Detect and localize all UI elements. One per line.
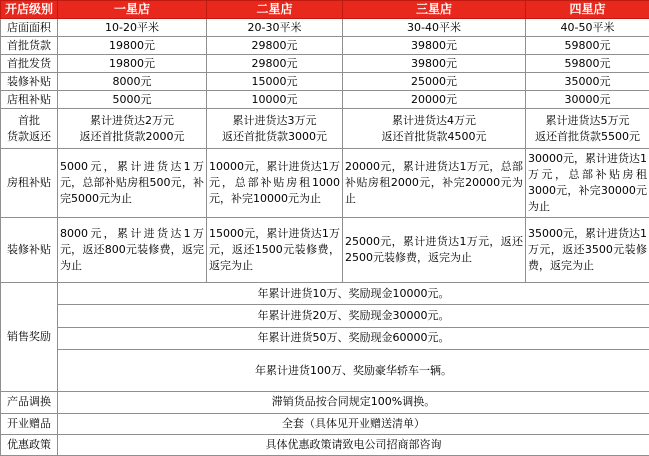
cell-area-3: 30-40平米	[343, 19, 526, 37]
cell-decoration-rebate-2: 15000元，累计进货达1万元，返还1500元装修费，返完为止	[207, 218, 343, 283]
header-store-4: 四星店	[526, 1, 649, 19]
header-store-3: 三星店	[343, 1, 526, 19]
row-sales-reward-1	[1, 283, 649, 305]
cell-area-4: 40-50平米	[526, 19, 649, 37]
row-sales-reward-3	[1, 327, 649, 349]
row-label-decoration-rebate: 装修补贴	[1, 218, 58, 283]
row-label-rent-subsidy: 店租补贴	[1, 91, 58, 109]
cell-decoration-subsidy-4: 35000元	[526, 73, 649, 91]
header-row	[1, 1, 649, 19]
cell-area-1: 10-20平米	[58, 19, 207, 37]
cell-first-shipment-3: 39800元	[343, 55, 526, 73]
cell-promotion: 具体优惠政策请致电公司招商部咨询	[58, 434, 649, 455]
row-first-shipment	[1, 55, 649, 73]
cell-sales-reward-4: 年累计进货100万、奖励豪华轿车一辆。	[58, 349, 649, 391]
cell-rent-subsidy-3: 20000元	[343, 91, 526, 109]
cell-sales-reward-1: 年累计进货10万、奖励现金10000元。	[58, 283, 649, 305]
header-store-2: 二星店	[207, 1, 343, 19]
cell-first-refund-2-line-1: 累计进货达3万元	[232, 113, 317, 127]
cell-first-payment-1: 19800元	[58, 37, 207, 55]
row-label-first-refund-line-2: 货款返还	[7, 129, 51, 143]
row-rent-rebate	[1, 149, 649, 218]
cell-first-refund-4-line-2: 返还首批货款5500元	[535, 129, 640, 143]
cell-decoration-rebate-1: 8000元，累计进货达1万元，返还800元装修费，返完为止	[58, 218, 207, 283]
cell-first-shipment-1: 19800元	[58, 55, 207, 73]
row-decoration-subsidy	[1, 73, 649, 91]
cell-decoration-rebate-4: 35000元，累计进货达1万元，返还3500元装修费，返完为止	[526, 218, 649, 283]
cell-sales-reward-2: 年累计进货20万、奖励现金30000元。	[58, 305, 649, 327]
row-label-first-shipment: 首批发货	[1, 55, 58, 73]
cell-rent-subsidy-1: 5000元	[58, 91, 207, 109]
cell-product-exchange: 滞销货品按合同规定100%调换。	[58, 392, 649, 413]
cell-rent-rebate-3: 20000元，累计进货达1万元，总部补贴房租2000元，补完20000元为止	[343, 149, 526, 218]
row-label-first-payment: 首批货款	[1, 37, 58, 55]
cell-first-refund-4	[526, 109, 649, 149]
cell-rent-rebate-2: 10000元，累计进货达1万元，总部补贴房租1000元，补完10000元为止	[207, 149, 343, 218]
row-label-area: 店面面积	[1, 19, 58, 37]
cell-first-refund-2-line-2: 返还首批货款3000元	[222, 129, 327, 143]
cell-rent-rebate-1: 5000元，累计进货达1万元，总部补贴房租500元，补完5000元为止	[58, 149, 207, 218]
cell-decoration-subsidy-1: 8000元	[58, 73, 207, 91]
cell-first-refund-4-line-1: 累计进货达5万元	[545, 113, 630, 127]
cell-first-refund-3-line-2: 返还首批货款4500元	[381, 129, 487, 143]
row-label-opening-gift: 开业赠品	[1, 413, 58, 434]
cell-first-refund-3	[343, 109, 526, 149]
row-sales-reward-4	[1, 349, 649, 391]
cell-first-payment-4: 59800元	[526, 37, 649, 55]
row-promotion	[1, 434, 649, 455]
row-product-exchange	[1, 392, 649, 413]
cell-first-refund-1-line-2: 返还首批货款2000元	[79, 129, 185, 143]
row-label-first-refund	[1, 109, 58, 149]
cell-first-refund-1	[58, 109, 207, 149]
row-label-product-exchange: 产品调换	[1, 392, 58, 413]
row-first-payment	[1, 37, 649, 55]
cell-rent-subsidy-4: 30000元	[526, 91, 649, 109]
cell-decoration-subsidy-3: 25000元	[343, 73, 526, 91]
cell-opening-gift: 全套（具体见开业赠送清单）	[58, 413, 649, 434]
row-decoration-rebate	[1, 218, 649, 283]
row-rent-subsidy	[1, 91, 649, 109]
row-first-refund	[1, 109, 649, 149]
row-label-first-refund-line-1: 首批	[18, 113, 40, 127]
cell-first-payment-3: 39800元	[343, 37, 526, 55]
row-label-sales-reward: 销售奖励	[1, 283, 58, 392]
cell-area-2: 20-30平米	[207, 19, 343, 37]
cell-first-refund-1-line-1: 累计进货达2万元	[90, 113, 174, 127]
cell-first-shipment-4: 59800元	[526, 55, 649, 73]
row-label-rent-rebate: 房租补贴	[1, 149, 58, 218]
row-label-decoration-subsidy: 装修补贴	[1, 73, 58, 91]
cell-decoration-subsidy-2: 15000元	[207, 73, 343, 91]
cell-first-payment-2: 29800元	[207, 37, 343, 55]
row-label-promotion: 优惠政策	[1, 434, 58, 455]
cell-rent-subsidy-2: 10000元	[207, 91, 343, 109]
header-store-1: 一星店	[58, 1, 207, 19]
cell-sales-reward-3: 年累计进货50万、奖励现金60000元。	[58, 327, 649, 349]
cell-decoration-rebate-3: 25000元，累计进货达1万元，返还2500元装修费，返完为止	[343, 218, 526, 283]
header-level: 开店级别	[1, 1, 58, 19]
cell-first-shipment-2: 29800元	[207, 55, 343, 73]
cell-first-refund-2	[207, 109, 343, 149]
row-area	[1, 19, 649, 37]
row-opening-gift	[1, 413, 649, 434]
cell-rent-rebate-4: 30000元，累计进货达1万元，总部补贴房租3000元，补完30000元为止	[526, 149, 649, 218]
cell-first-refund-3-line-1: 累计进货达4万元	[392, 113, 476, 127]
row-sales-reward-2	[1, 305, 649, 327]
